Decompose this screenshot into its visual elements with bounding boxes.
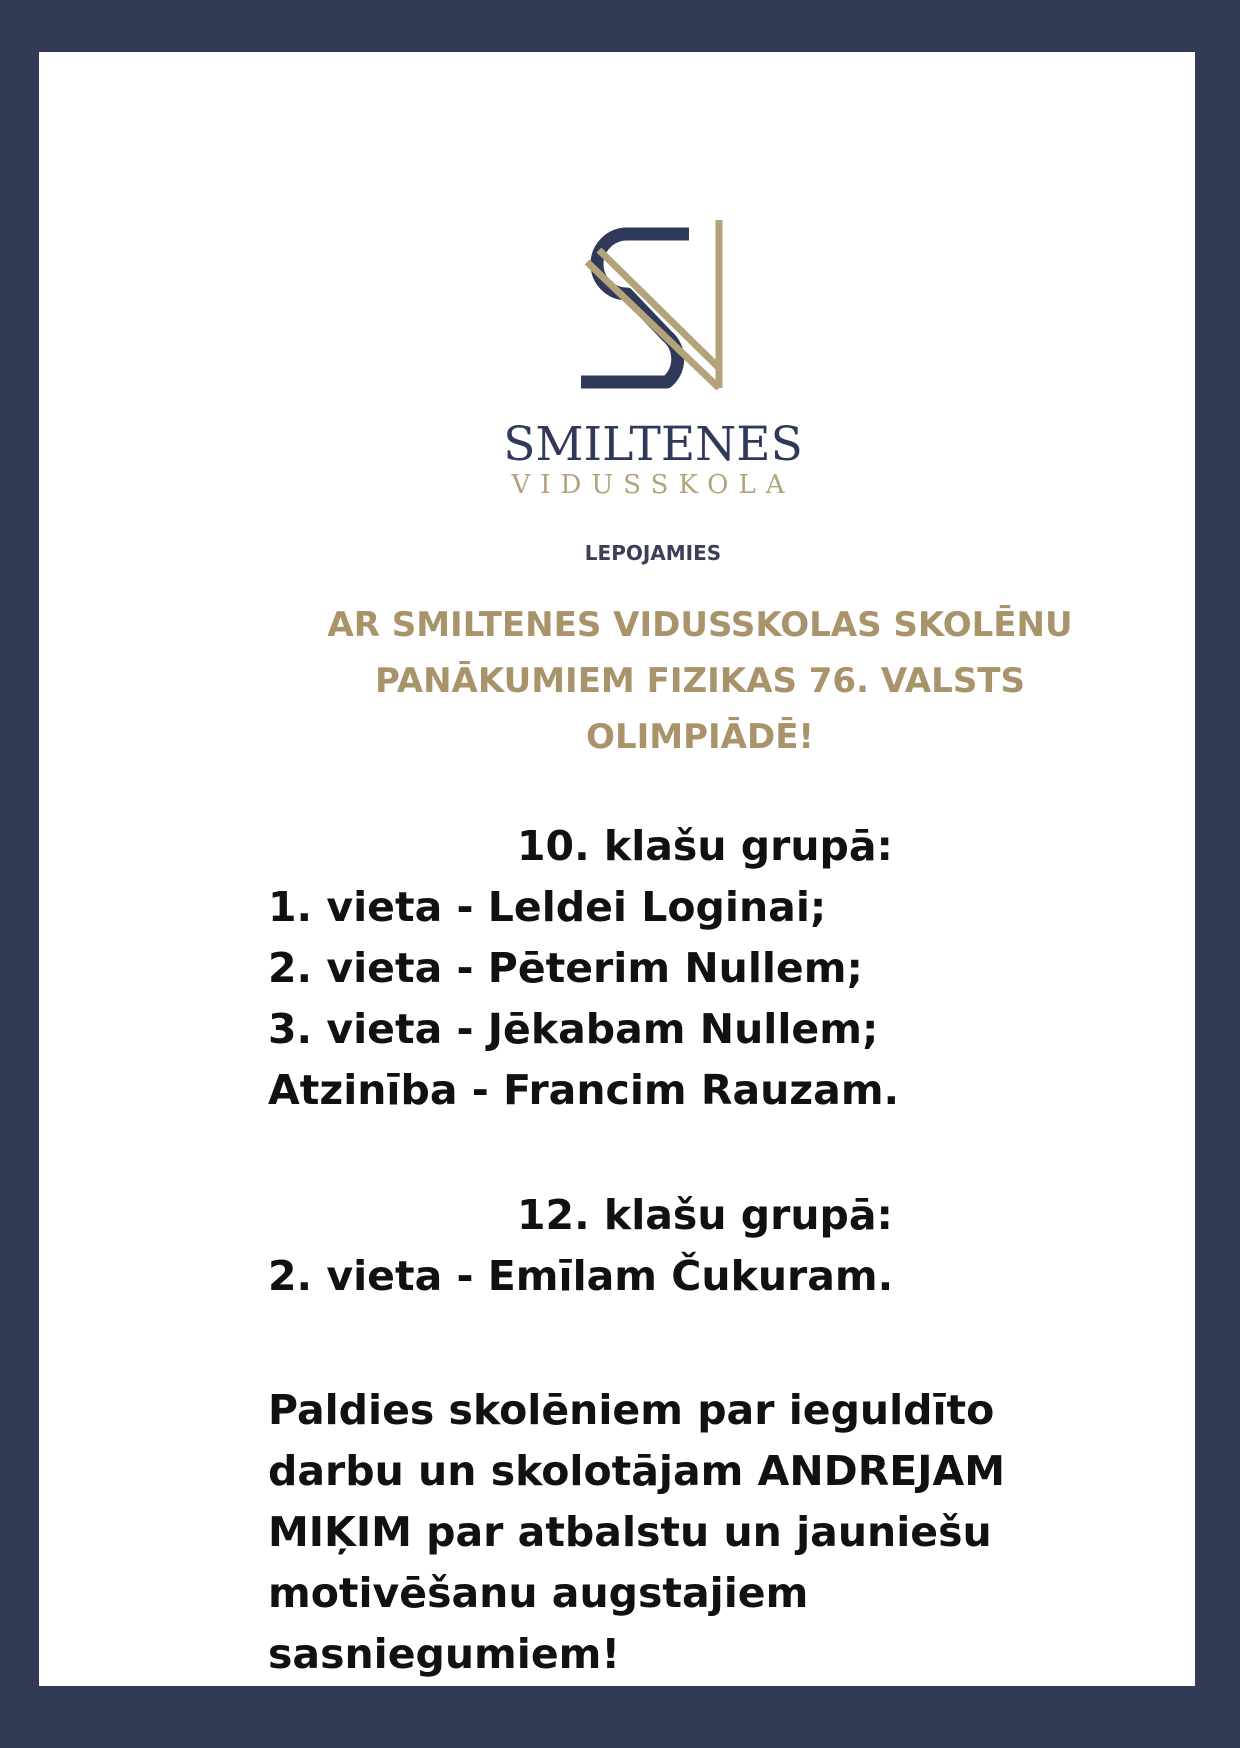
poster-card: [39, 52, 1195, 1686]
group-heading: 10. klašu grupā:: [517, 822, 893, 870]
headline: AR SMILTENES VIDUSSKOLAS SKOLĒNU PANĀKUMIEM FIZIKAS 76. VALSTS OLIMPIĀDĒ!: [327, 605, 1073, 757]
result-line: 2. vieta - Emīlam Čukuram.: [268, 1252, 894, 1300]
kicker-text: LEPOJAMIES: [584, 541, 722, 565]
result-line: 2. vieta - Pēterim Nullem;: [268, 944, 863, 992]
result-line: Atzinība - Francim Rauzam.: [268, 1066, 900, 1114]
logo-name: SMILTENES: [503, 417, 803, 472]
result-line: 3. vieta - Jēkabam Nullem;: [268, 1005, 879, 1053]
school-logo: [39, 212, 1195, 512]
result-line: 1. vieta - Leldei Loginai;: [268, 883, 827, 931]
group-10-section: [268, 816, 1118, 1121]
logo-subtitle: VIDUSSKOLA: [511, 470, 795, 500]
smiltenes-s-v-monogram-icon: [569, 220, 744, 390]
thanks-paragraph: Paldies skolēniem par ieguldīto darbu un skolotājam ANDREJAM MIĶIM par atbalstu un jauniešu motivēšanu augstajiem sasniegumiem!: [268, 1386, 1006, 1678]
group-12-section: [268, 1185, 1118, 1307]
group-heading: 12. klašu grupā:: [517, 1191, 893, 1239]
